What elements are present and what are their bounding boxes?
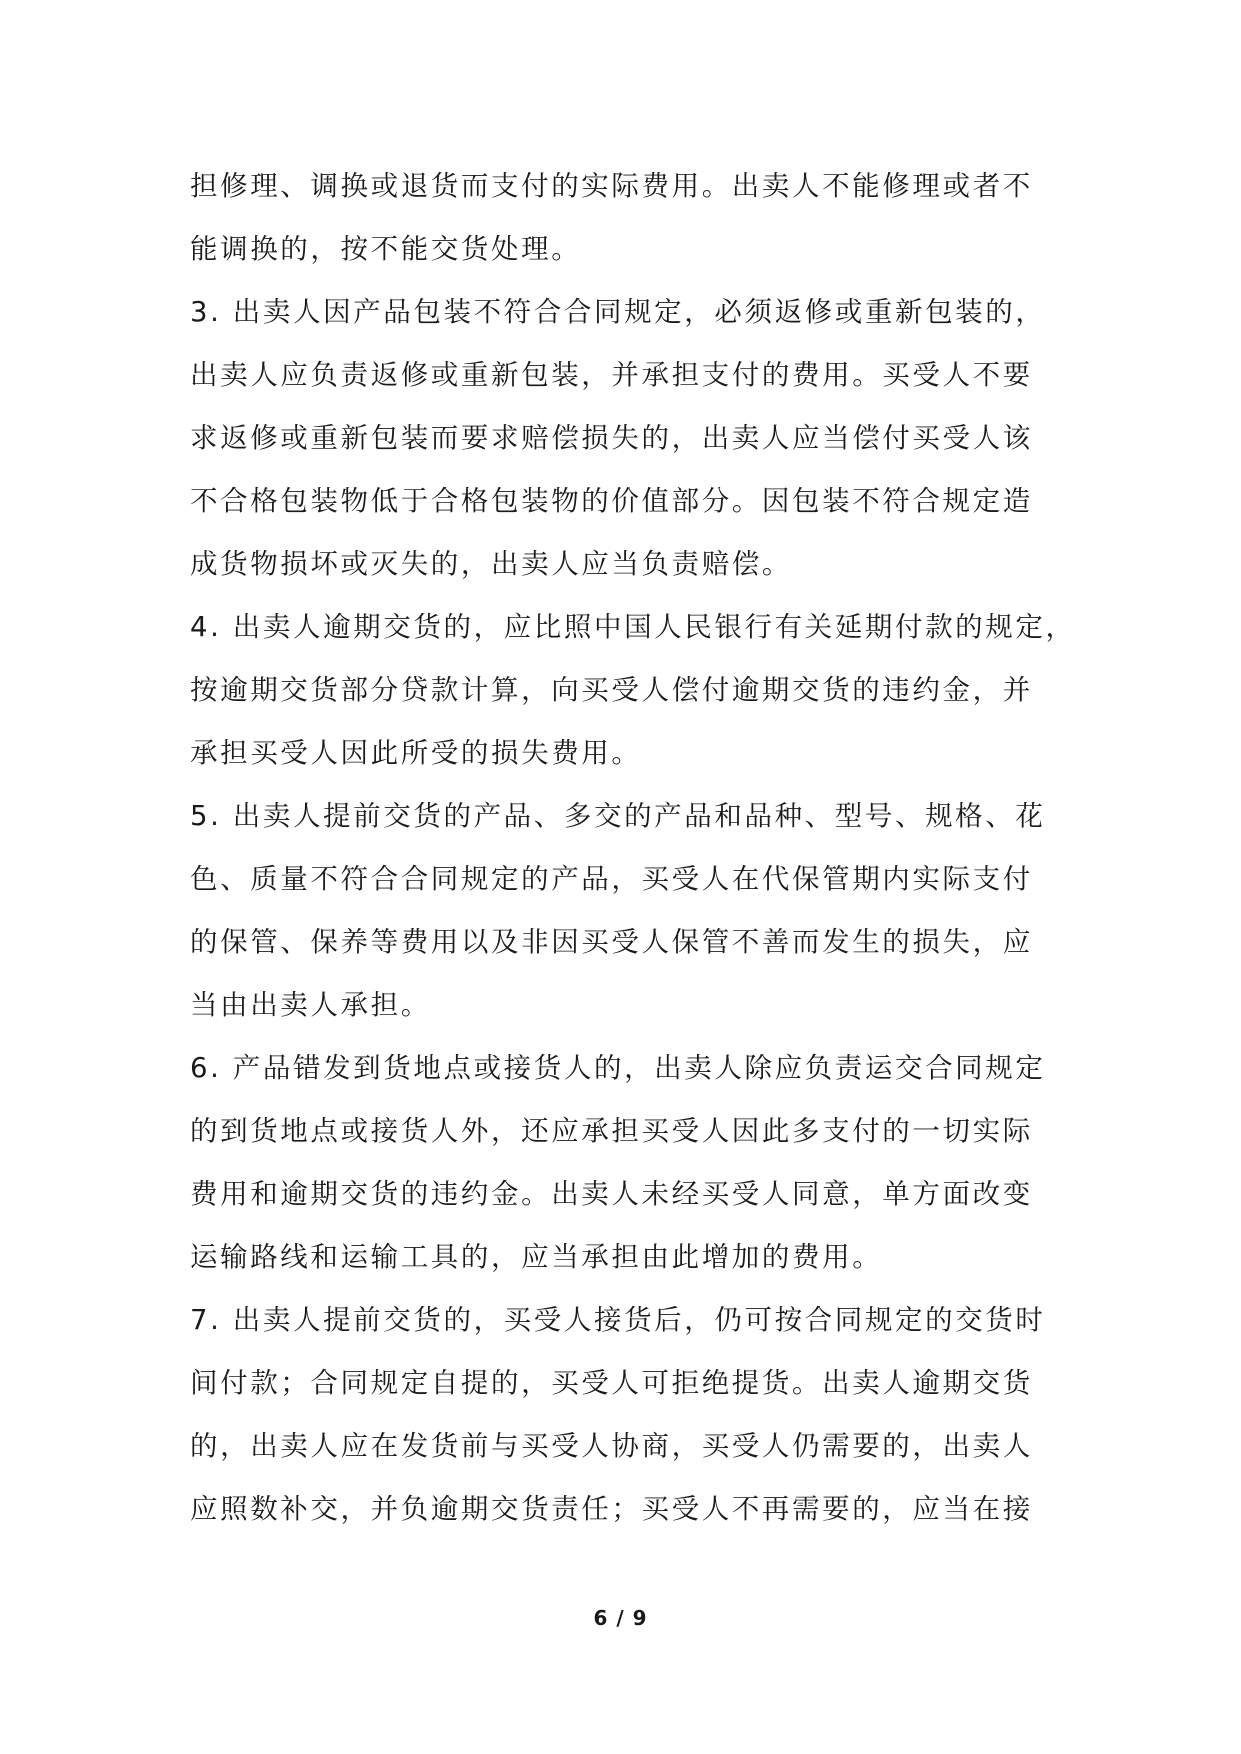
text-line: 不合格包装物低于合格包装物的价值部分。因包装不符合规定造: [190, 485, 1033, 517]
text-line: 按逾期交货部分贷款计算，向买受人偿付逾期交货的违约金，并: [190, 674, 1033, 706]
text-line: 间付款；合同规定自提的，买受人可拒绝提货。出卖人逾期交货: [190, 1367, 1033, 1399]
text-line: 色、质量不符合合同规定的产品，买受人在代保管期内实际支付: [190, 863, 1033, 895]
text-line: 当由出卖人承担。: [190, 989, 431, 1021]
text-line: 的保管、保养等费用以及非因买受人保管不善而发生的损失，应: [190, 926, 1033, 958]
text-line: 出卖人应负责返修或重新包装，并承担支付的费用。买受人不要: [190, 359, 1033, 391]
text-line: 能调换的，按不能交货处理。: [190, 233, 582, 265]
text-line: 的，出卖人应在发货前与买受人协商，买受人仍需要的，出卖人: [190, 1430, 1033, 1462]
text-line: 承担买受人因此所受的损失费用。: [190, 737, 642, 769]
text-line: 应照数补交，并负逾期交货责任；买受人不再需要的，应当在接: [190, 1493, 1033, 1525]
body-text: [190, 155, 1076, 1541]
text-line: 的到货地点或接货人外，还应承担买受人因此多支付的一切实际: [190, 1115, 1033, 1147]
clause-6-line: 6. 产品错发到货地点或接货人的，出卖人除应负责运交合同规定: [190, 1052, 1046, 1084]
text-line: 费用和逾期交货的违约金。出卖人未经买受人同意，单方面改变: [190, 1178, 1033, 1210]
text-line: 求返修或重新包装而要求赔偿损失的，出卖人应当偿付买受人该: [190, 422, 1033, 454]
clause-3-line: 3. 出卖人因产品包装不符合合同规定，必须返修或重新包装的，: [190, 296, 1046, 328]
text-line: 成货物损坏或灭失的，出卖人应当负责赔偿。: [190, 548, 792, 580]
clause-7-line: 7. 出卖人提前交货的，买受人接货后，仍可按合同规定的交货时: [190, 1304, 1046, 1336]
clause-5-line: 5. 出卖人提前交货的产品、多交的产品和品种、型号、规格、花: [190, 800, 1046, 832]
page-number: 6 / 9: [593, 1606, 648, 1630]
text-line: 运输路线和运输工具的，应当承担由此增加的费用。: [190, 1241, 883, 1273]
clause-4-line: 4. 出卖人逾期交货的，应比照中国人民银行有关延期付款的规定，: [190, 611, 1076, 643]
text-line: 担修理、调换或退货而支付的实际费用。出卖人不能修理或者不: [190, 170, 1033, 202]
